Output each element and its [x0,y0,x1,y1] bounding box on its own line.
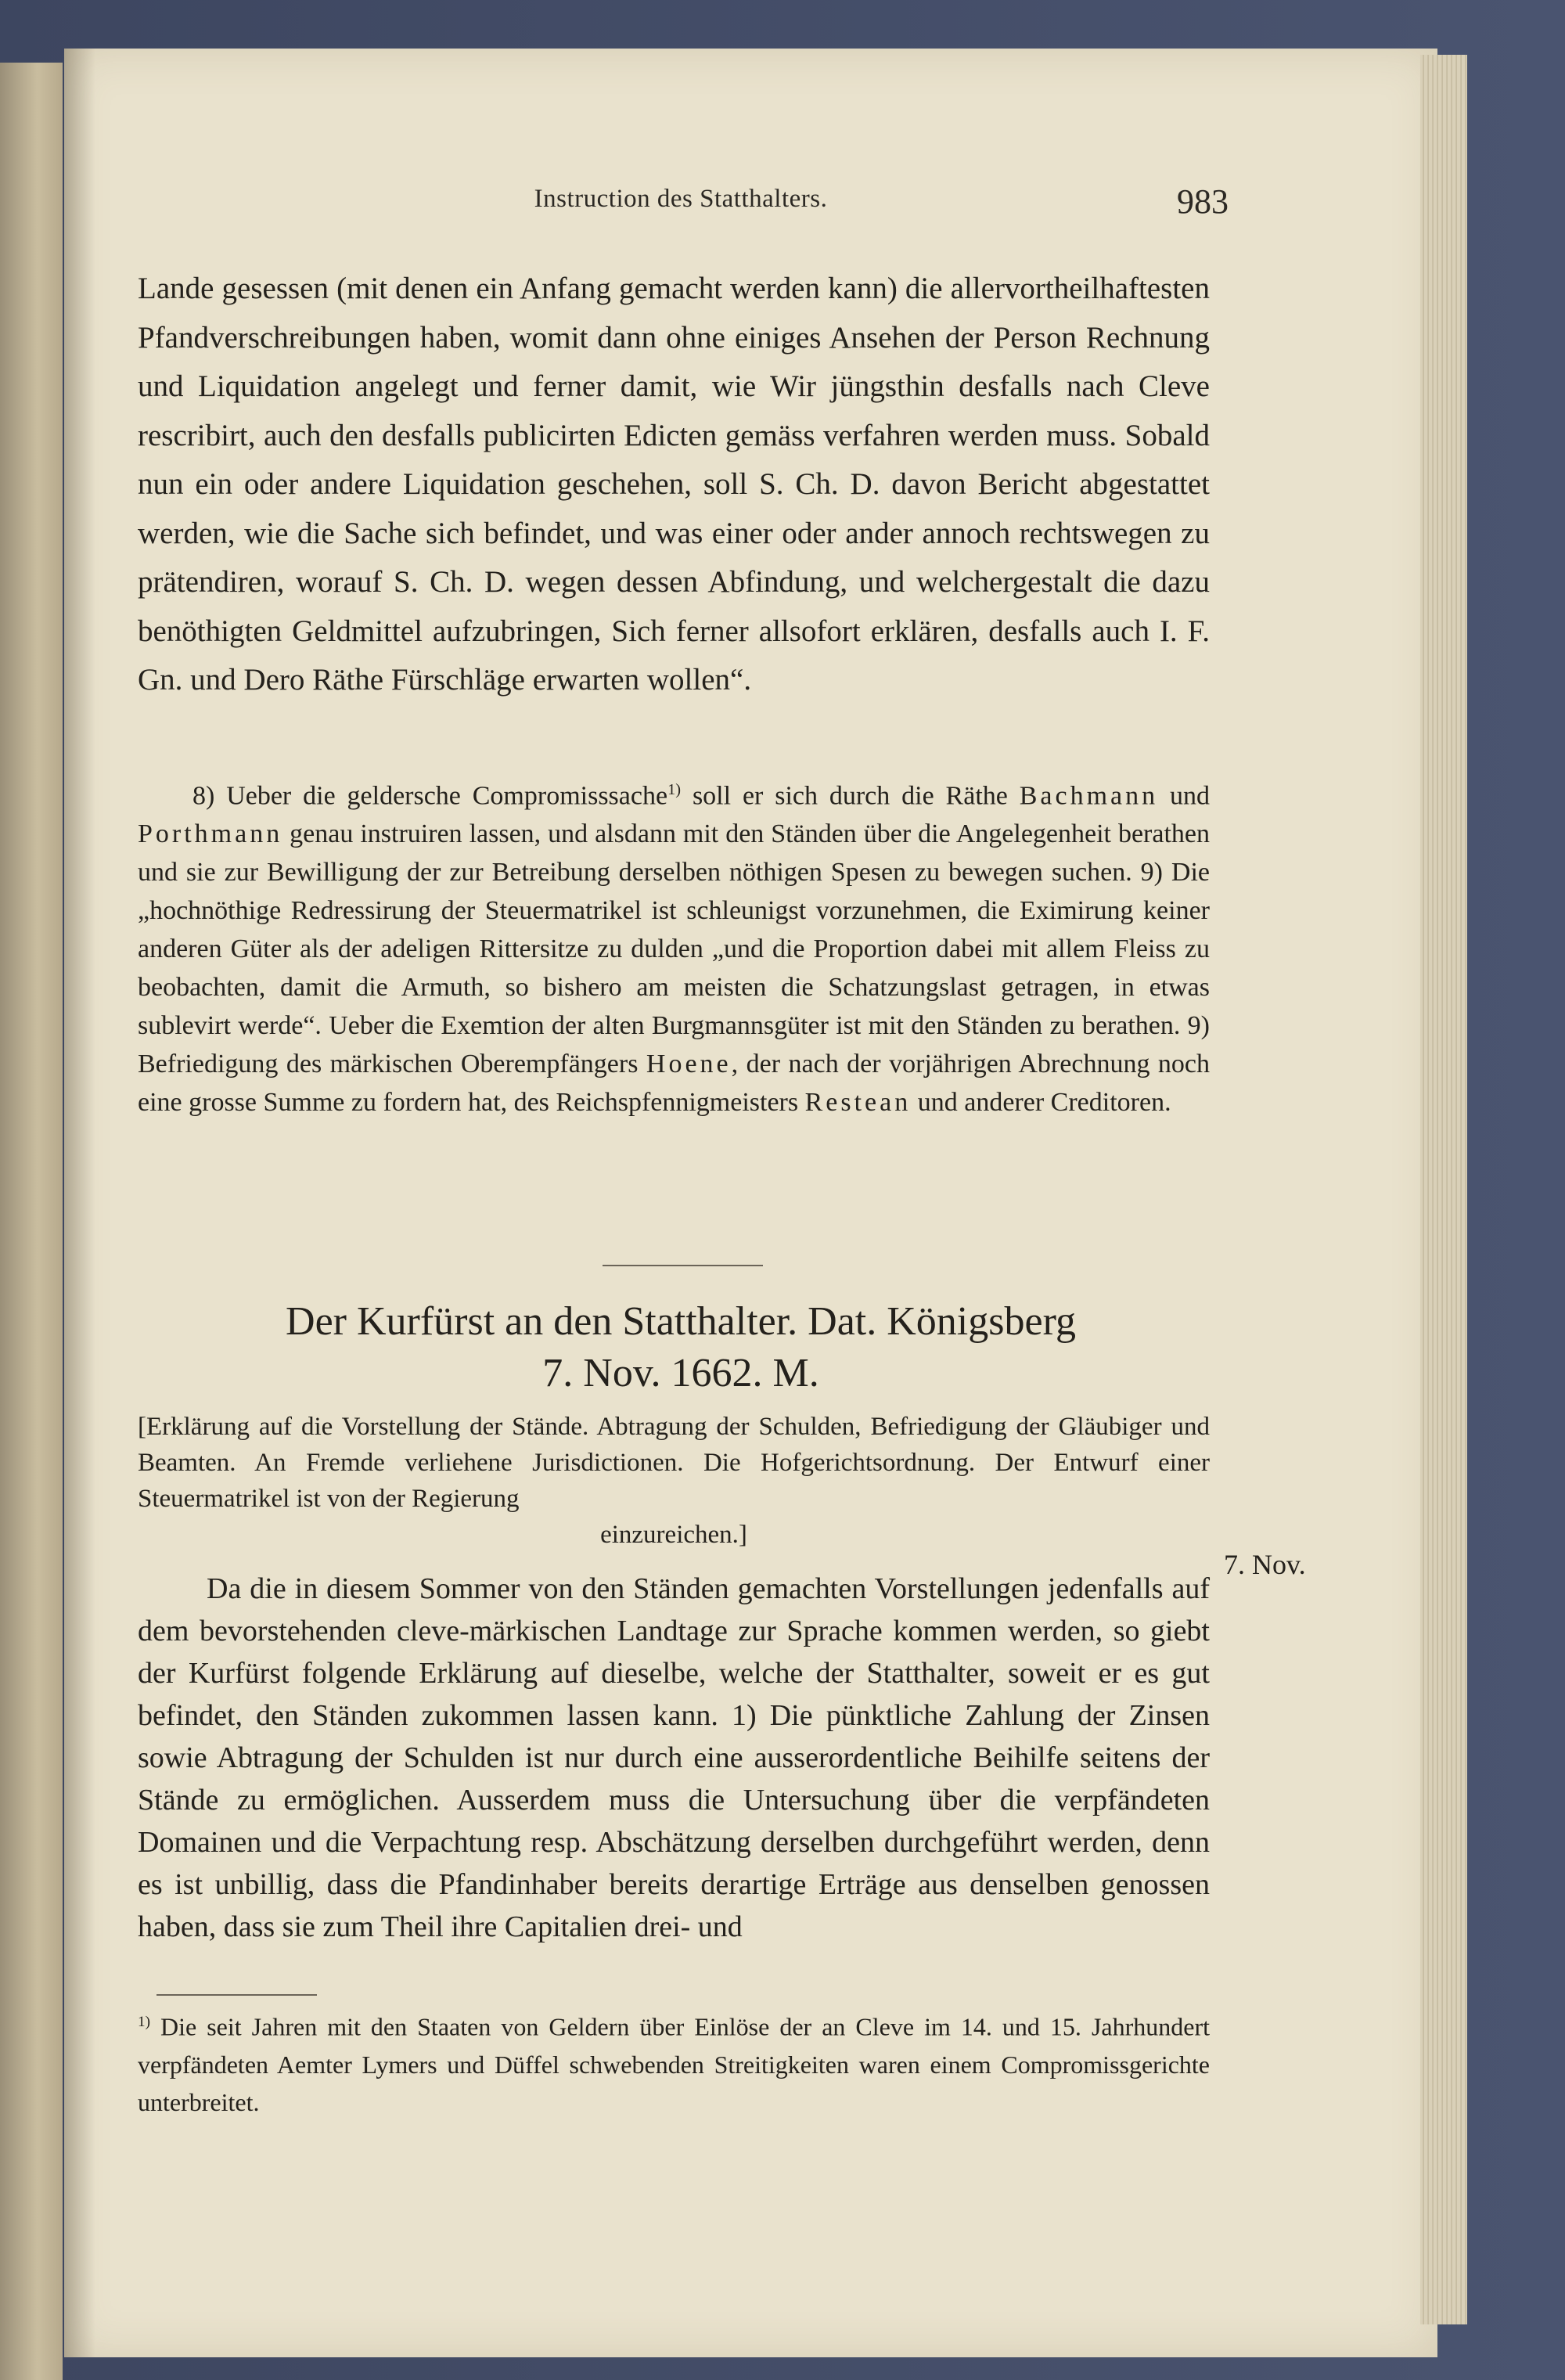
person-name-bachmann: Bachmann [1019,781,1159,811]
section-heading [211,1296,1150,1399]
footnote-marker: 1) [138,2014,150,2030]
person-name-hoene: Hoene [646,1050,732,1079]
section-summary-text: [Erklärung auf die Vorstellung der Stände. Abtragung der Schulden, Befriedigung der Gläubiger und Beamten. An Fremde verliehene Jurisdictionen. Die Hofgerichtsordnung. Der Entwurf einer Steuermatrikel ist von der Regierung [138,1413,1210,1513]
body-paragraph-continuation: Lande gesessen (mit denen ein Anfang gemacht werden kann) die allervortheilhaftesten Pfandverschreibungen haben, womit dann ohne einiges Ansehen der Person Rechnung und Liquidation angelegt und ferner damit, wie Wir jüngsthin desfalls nach Cleve rescribirt, auch den desfalls publicirten Edicten gemäss verfahren werden muss. Sobald nun ein oder andere Liquidation geschehen, soll S. Ch. D. davon Bericht abgestattet werden, wie die Sache sich befindet, und was einer oder ander annoch rechtswegen zu prätendiren, worauf S. Ch. D. wegen dessen Abfindung, und welchergestalt die dazu benöthigten Geldmittel aufzubringen, Sich ferner allsofort erklären, desfalls auch I. F. Gn. und Dero Räthe Fürschläge erwarten wollen“. [138,272,1210,697]
section-divider [603,1265,763,1266]
para8-text-c: und [1158,781,1211,811]
person-name-restean: Restean [804,1088,912,1118]
footnote-text: Die seit Jahren mit den Staaten von Geldern über Einlöse der an Cleve im 14. und 15. Jahrhundert verpfändeten Aemter Lymers und Düffel schwebenden Streitigkeiten waren einem Compromissgerichte unterbreitet. [138,2012,1210,2116]
page-number: 983 [1177,182,1229,221]
footnote-reference: 1) [667,781,682,798]
body-paragraph-8 [138,771,1210,1122]
para8-text-e: , der nach der vorjährigen Abrechnung noch eine grosse Summe zu fordern hat, des Reichspfennigmeisters [138,1050,1211,1118]
facing-page-edge [0,63,63,2380]
footnote-rule [156,1994,317,1996]
margin-date-note: 7. Nov. [1224,1549,1306,1580]
section-summary-end: einzureichen.] [600,1521,747,1549]
footnote [138,2004,1210,2121]
page-gutter-shadow [64,49,95,2357]
para8-text-f: und anderer Creditoren. [911,1088,1171,1118]
person-name-porthmann: Porthmann [138,819,283,849]
para8-text-d: genau instruiren lassen, und alsdann mit den Ständen über die Angelegenheit berathen und sie zur Bewilligung der zur Betreibung derselben nöthigen Spesen zu bewegen suchen. 9) Die „hochnöthige Redressirung der Steuermatrikel ist schleunigst vorzunehmen, die Eximirung keiner anderen Güter als der adeligen Rittersitze zu dulden „und die Proportion dabei mit allem Fleiss zu beobachten, damit die Armuth, so bishero am meisten die Schatzungslast getragen, in etwas sublevirt werde“. Ueber die Exemtion der alten Burgmannsgüter ist mit den Ständen zu berathen. 9) Befriedigung des märkischen Oberempfängers [138,819,1210,1079]
page-stack-edges [1420,55,1467,2324]
section-summary [138,1409,1210,1553]
para8-text-a: 8) Ueber die geldersche Compromisssache [192,781,668,811]
para8-text-b: soll er sich durch die Räthe [681,781,1020,811]
section-paragraph: Da die in diesem Sommer von den Ständen gemachten Vorstellungen jedenfalls auf dem bevorstehenden cleve-märkischen Landtage zur Sprache kommen werden, so giebt der Kurfürst folgende Erklärung auf dieselbe, welche der Statthalter, soweit er es gut befindet, den Ständen zukommen lassen kann. 1) Die pünktliche Zahlung der Zinsen sowie Abtragung der Schulden ist nur durch eine ausserordentliche Beihilfe seitens der Stände zu ermöglichen. Ausserdem muss die Untersuchung über die verpfändeten Domainen und die Verpachtung resp. Abschätzung derselben durchgeführt werden, denn es ist unbillig, dass die Pfandinhaber bereits derartige Erträge aus denselben genossen haben, dass sie zum Theil ihre Capitalien drei- und [138,1572,1210,1943]
running-head: Instruction des Statthalters. [534,185,828,213]
section-heading-line1: Der Kurfürst an den Statthalter. Dat. Königsberg [286,1299,1076,1344]
section-heading-line2: 7. Nov. 1662. M. [542,1351,819,1395]
